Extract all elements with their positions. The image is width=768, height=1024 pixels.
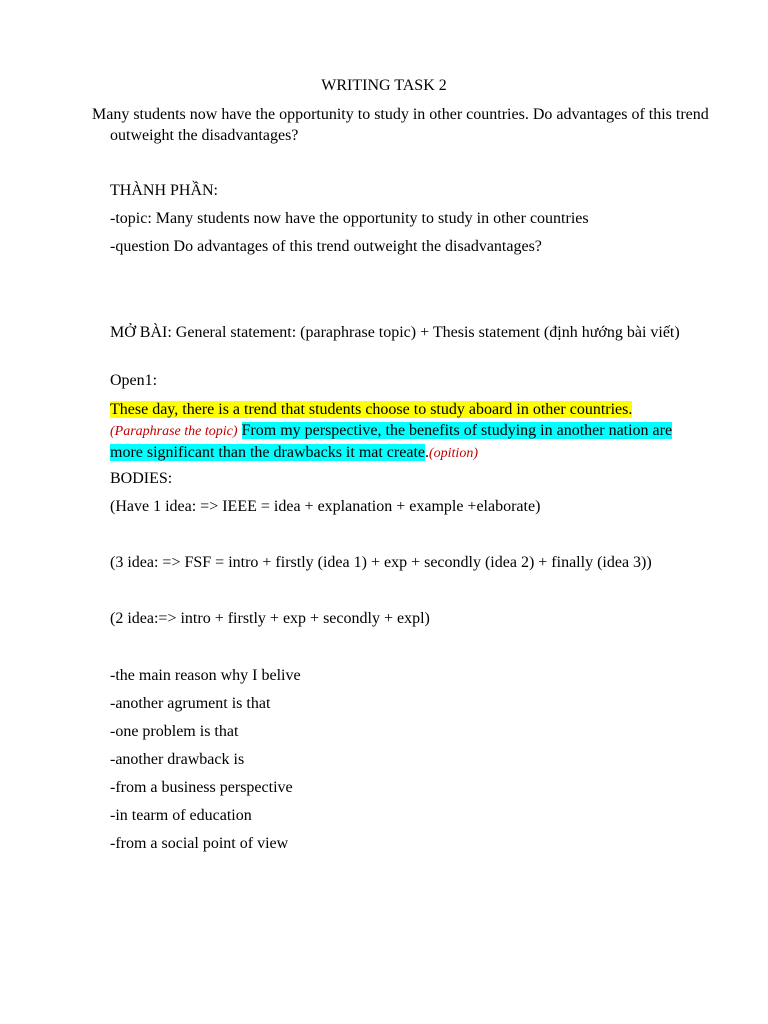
paraphrase-sentence: These day, there is a trend that students choose to study aboard in other countries. [110,401,633,418]
components-heading: THÀNH PHẦN: [110,182,218,199]
bodies-heading: BODIES: [110,470,173,487]
bodies-section [110,469,700,629]
thesis-period: . [424,444,429,461]
formula-three-ideas: (3 idea: => FSF = intro + firstly (idea 1) + exp + secondly (idea 2) + finally (idea 3)) [110,554,652,571]
list-item: -the main reason why I belive [110,667,301,684]
list-item: -another agrument is that [110,695,271,712]
open-label [110,371,700,391]
phrase-list [110,666,700,854]
components-section [110,181,700,257]
list-item: -one problem is that [110,723,239,740]
list-item: -another drawback is [110,751,245,768]
list-item: -from a social point of view [110,835,289,852]
formula-two-ideas: (2 idea:=> intro + firstly + exp + secondly + expl) [110,610,430,627]
list-item: -in tearm of education [110,807,252,824]
components-question: -question Do advantages of this trend outweight the disadvantages? [110,238,542,255]
thesis-note: (opition) [428,446,478,461]
intro-heading: MỞ BÀI: General statement: (paraphrase topic) + Thesis statement (định hướng bài viết) [110,324,680,341]
document-title: WRITING TASK 2 [321,77,447,94]
open-label-text: Open1: [110,372,158,389]
components-topic: -topic: Many students now have the opportunity to study in other countries [110,210,589,227]
intro-paragraph [110,399,700,464]
task-prompt: Many students now have the opportunity to study in other countries. Do advantages of this trend outweight the disadvantages? [92,106,709,144]
list-item: -from a business perspective [110,779,293,796]
formula-one-idea: (Have 1 idea: => IEEE = idea + explanation + example +elaborate) [110,498,541,515]
thesis-sentence: From my perspective, the benefits of studying in another nation are more significant than the drawbacks it mat create [110,422,673,461]
paraphrase-note: (Paraphrase the topic) [110,424,238,439]
